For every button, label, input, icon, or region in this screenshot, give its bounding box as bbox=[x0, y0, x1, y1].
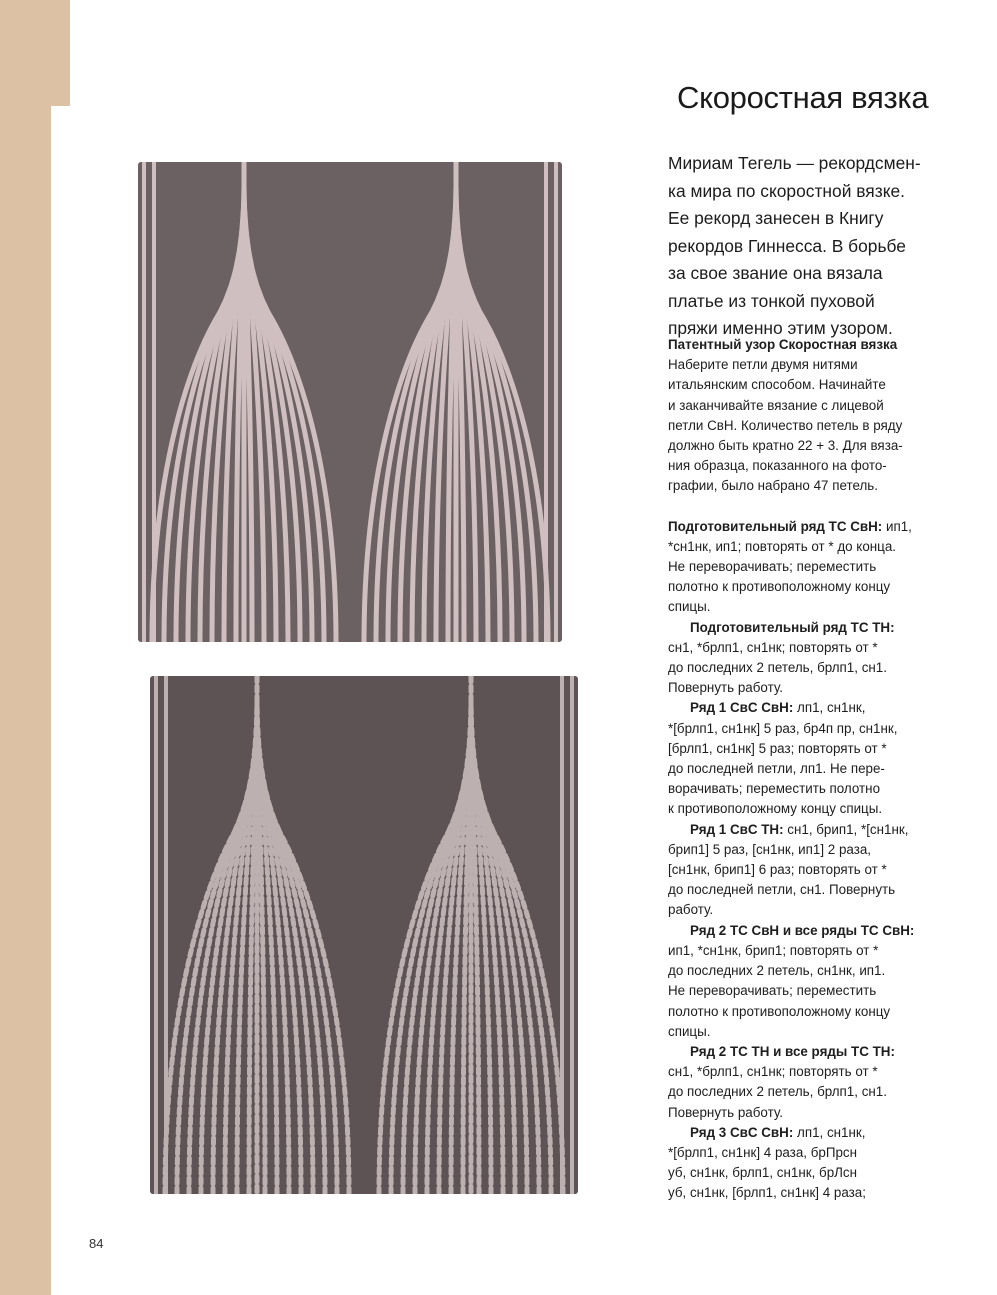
row-line: сн1, *брлп1, сн1нк; повторять от * bbox=[668, 1064, 878, 1080]
row-line: уб, сн1нк, [брлп1, сн1нк] 4 раза; bbox=[668, 1185, 866, 1201]
row-title: Ряд 1 СвС СвН: bbox=[690, 700, 794, 716]
row-line: *[брлп1, сн1нк] 4 раза, брПрсн bbox=[668, 1144, 857, 1160]
row-line: спицы. bbox=[668, 1023, 711, 1039]
pattern-line: Наберите петли двумя нитями bbox=[668, 357, 858, 373]
row-line: Повернуть работу. bbox=[668, 680, 783, 696]
row-text: ип1, bbox=[882, 518, 912, 534]
intro-line: ка мира по скоростной вязке. bbox=[668, 180, 905, 201]
row-text: лп1, сн1нк, bbox=[793, 700, 866, 716]
row-title: Ряд 2 ТС ТН и все ряды ТС ТН: bbox=[690, 1043, 895, 1059]
row-instruction-head bbox=[668, 517, 968, 537]
row-line: до последней петли, лп1. Не пере- bbox=[668, 761, 885, 777]
pattern-line: должно быть кратно 22 + 3. Для вяза- bbox=[668, 438, 903, 454]
row-text: лп1, сн1нк, bbox=[793, 1124, 866, 1140]
row-line: до последней петли, сн1. Повернуть bbox=[668, 882, 896, 898]
intro-line: за свое звание она вязала bbox=[668, 263, 883, 283]
paragraph-gap bbox=[668, 497, 968, 517]
article-title: Скоростная вязка bbox=[677, 80, 929, 115]
row-instruction-head bbox=[668, 618, 968, 638]
pattern-line: и заканчивайте вязание с лицевой bbox=[668, 397, 884, 413]
row-title: Подготовительный ряд ТС СвН: bbox=[668, 518, 883, 534]
row-line: брип1] 5 раз, [сн1нк, ип1] 2 раза, bbox=[668, 841, 872, 857]
swatch-photo-front bbox=[138, 162, 562, 642]
row-line: к противоположному концу спицы. bbox=[668, 801, 883, 817]
row-title: Ряд 2 ТС СвН и все ряды ТС СвН: bbox=[690, 922, 915, 938]
pattern-instructions bbox=[668, 335, 968, 1204]
row-line: работу. bbox=[668, 902, 714, 918]
row-line: [брлп1, сн1нк] 5 раз; повторять от * bbox=[668, 740, 887, 756]
row-title: Ряд 1 СвС ТН: bbox=[690, 821, 784, 837]
intro-paragraph bbox=[668, 150, 943, 343]
intro-line: рекордов Гиннесса. В борьбе bbox=[668, 235, 906, 256]
row-line: Не переворачивать; переместить bbox=[668, 559, 877, 575]
swatch-photo-back bbox=[150, 676, 578, 1194]
pattern-line: графии, было набрано 47 петель. bbox=[668, 478, 878, 494]
row-line: уб, сн1нк, брлп1, сн1нк, брЛсн bbox=[668, 1165, 858, 1181]
row-line: спицы. bbox=[668, 599, 711, 615]
swatch-front-image bbox=[138, 162, 562, 642]
row-text: сн1, брип1, *[сн1нк, bbox=[783, 821, 909, 837]
row-instruction-head bbox=[668, 698, 968, 718]
page-edge-band bbox=[0, 0, 51, 1295]
row-instruction-head bbox=[668, 1123, 968, 1143]
intro-line: Ее рекорд занесен в Книгу bbox=[668, 208, 884, 228]
pattern-line: петли СвН. Количество петель в ряду bbox=[668, 417, 903, 433]
row-line: до последних 2 петель, сн1нк, ип1. bbox=[668, 963, 886, 979]
row-title: Подготовительный ряд ТС ТН: bbox=[690, 619, 895, 635]
row-line: полотно к противоположному концу bbox=[668, 1003, 891, 1019]
row-line: ип1, *сн1нк, брип1; повторять от * bbox=[668, 942, 879, 958]
pattern-title: Патентный узор Скоростная вязка bbox=[668, 337, 898, 352]
row-line: [сн1нк, брип1] 6 раз; повторять от * bbox=[668, 862, 887, 878]
row-instruction-head bbox=[668, 820, 968, 840]
intro-line: платье из тонкой пуховой bbox=[668, 290, 875, 311]
row-line: полотно к противоположному концу bbox=[668, 579, 891, 595]
intro-line: Мириам Тегель — рекордсмен- bbox=[668, 153, 921, 173]
intro-line: пряжи именно этим узором. bbox=[668, 318, 893, 338]
pattern-line: ния образца, показанного на фото- bbox=[668, 458, 887, 474]
row-line: *[брлп1, сн1нк] 5 раз, бр4п пр, сн1нк, bbox=[668, 720, 898, 736]
row-line: Не переворачивать; переместить bbox=[668, 983, 877, 999]
row-line: ворачивать; переместить полотно bbox=[668, 781, 881, 797]
page-number: 84 bbox=[89, 1236, 104, 1251]
row-line: до последних 2 петель, брлп1, сн1. bbox=[668, 1084, 887, 1100]
row-line: до последних 2 петель, брлп1, сн1. bbox=[668, 660, 887, 676]
page-corner-band bbox=[0, 0, 70, 106]
row-line: *сн1нк, ип1; повторять от * до конца. bbox=[668, 538, 896, 554]
row-instruction-head bbox=[668, 921, 968, 941]
row-line: Повернуть работу. bbox=[668, 1104, 783, 1120]
row-line: сн1, *брлп1, сн1нк; повторять от * bbox=[668, 639, 878, 655]
swatch-back-image bbox=[150, 676, 578, 1194]
pattern-line: итальянским способом. Начинайте bbox=[668, 377, 886, 393]
row-instruction-head bbox=[668, 1042, 968, 1062]
row-title: Ряд 3 СвС СвН: bbox=[690, 1124, 794, 1140]
